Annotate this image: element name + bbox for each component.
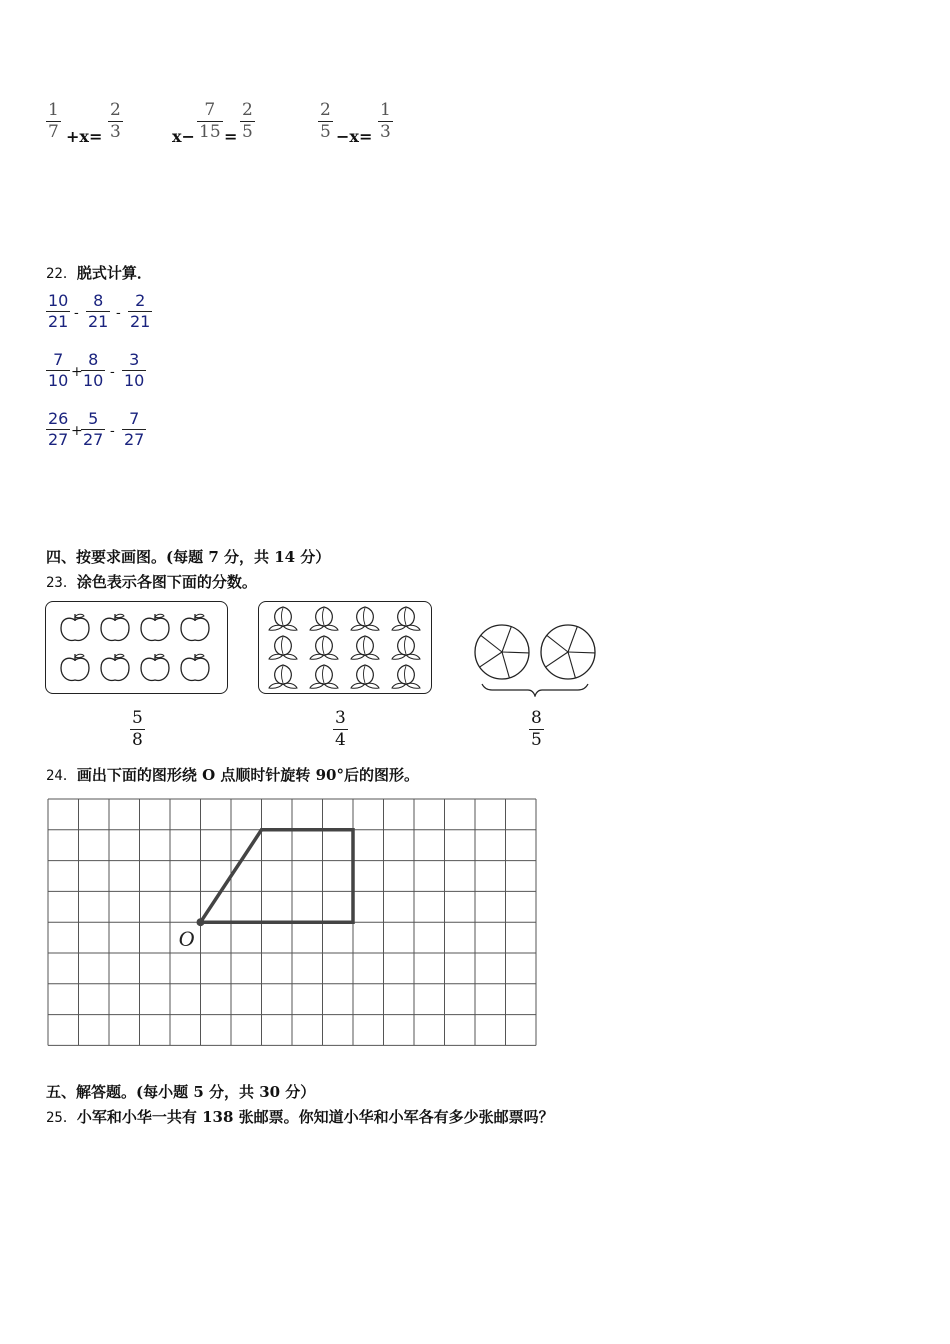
apple-icon [138, 612, 170, 642]
peach-icon [267, 662, 299, 692]
peach-icon [308, 633, 340, 663]
peach-box [258, 601, 432, 694]
operator: - [116, 305, 121, 321]
pie-divider [547, 635, 568, 652]
fraction: $\frac{8}{10}$ [83, 350, 104, 390]
pivot-label: O [178, 926, 195, 952]
shape-trapezoid [201, 830, 354, 922]
fraction: $\frac{3}{10}$ [124, 350, 145, 390]
peach-icon [390, 633, 422, 663]
peach-icon [349, 633, 381, 663]
apple-icon [138, 652, 170, 682]
fraction: $\frac{7}{27}$ [124, 409, 145, 449]
fraction: $\frac{2}{3}$ [110, 100, 121, 142]
apple-icon [178, 612, 210, 642]
apple-box [45, 601, 228, 694]
pie-divider [568, 652, 575, 678]
peach-icon [267, 604, 299, 634]
equation-operator: = [224, 127, 238, 146]
operator: + [71, 364, 83, 380]
peach-icon [349, 662, 381, 692]
peach-icon [267, 633, 299, 663]
pie-divider [480, 652, 502, 667]
fraction: $\frac{1}{7}$ [48, 100, 59, 142]
pie-divider [502, 652, 529, 653]
apple-icon [98, 652, 130, 682]
fraction: $\frac{7}{10}$ [48, 350, 69, 390]
pie-divider [502, 627, 511, 652]
fraction: $\frac{26}{27}$ [48, 409, 69, 449]
question-25: 25．小军和小华一共有 138 张邮票。你知道小华和小军各有多少张邮票吗？ [46, 1108, 554, 1126]
circle-fraction: $\frac{8}{5}$ [531, 708, 542, 750]
operator: - [110, 423, 115, 439]
section-4-heading: 四、按要求画图。(每题 7 分，共 14 分） [46, 548, 331, 566]
apple-fraction: $\frac{5}{8}$ [132, 708, 143, 750]
fraction: $\frac{2}{5}$ [242, 100, 253, 142]
section-5-heading: 五、解答题。(每小题 5 分，共 30 分） [46, 1083, 316, 1101]
equation-operator: x− [172, 127, 195, 146]
peach-icon [349, 604, 381, 634]
apple-icon [98, 612, 130, 642]
equation-operator: −x= [336, 127, 373, 146]
question-23-heading: 23．涂色表示各图下面的分数。 [46, 573, 257, 591]
fraction: $\frac{7}{15}$ [199, 100, 221, 142]
rotation-grid[interactable] [46, 797, 538, 1047]
fraction: $\frac{10}{21}$ [48, 291, 69, 331]
brace [482, 684, 588, 696]
peach-fraction: $\frac{3}{4}$ [335, 708, 346, 750]
peach-icon [390, 604, 422, 634]
pie-divider [546, 652, 568, 667]
operator: - [110, 364, 115, 380]
apple-icon [58, 652, 90, 682]
pie-divider [481, 635, 502, 652]
fraction: $\frac{5}{27}$ [83, 409, 104, 449]
pie-divider [502, 652, 509, 678]
apple-icon [58, 612, 90, 642]
circles-figure [470, 622, 600, 697]
fraction: $\frac{8}{21}$ [88, 291, 109, 331]
pie-divider [568, 652, 595, 653]
pie-divider [568, 627, 577, 652]
equation-operator: +x= [66, 127, 103, 146]
question-22-heading: 22．脱式计算． [46, 264, 152, 282]
peach-icon [390, 662, 422, 692]
operator: + [71, 423, 83, 439]
peach-icon [308, 604, 340, 634]
peach-icon [308, 662, 340, 692]
fraction: $\frac{2}{5}$ [320, 100, 331, 142]
question-24-heading: 24．画出下面的图形绕 O 点顺时针旋转 90°后的图形。 [46, 766, 419, 784]
fraction: $\frac{2}{21}$ [130, 291, 151, 331]
fraction: $\frac{1}{3}$ [380, 100, 391, 142]
pivot-point [197, 918, 205, 926]
apple-icon [178, 652, 210, 682]
operator: - [74, 305, 79, 321]
